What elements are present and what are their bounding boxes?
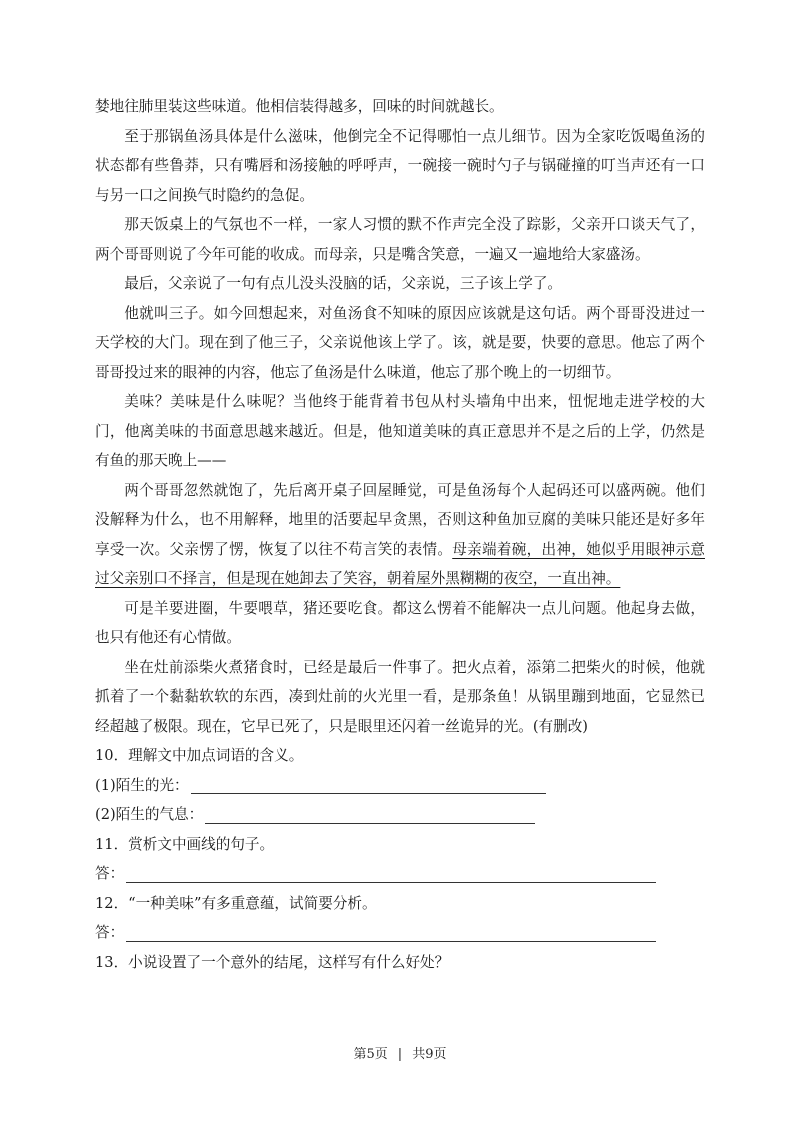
paragraph-7	[95, 476, 705, 594]
question-11: 11．赏析文中画线的句子。	[95, 835, 275, 853]
answer-blank-10-1[interactable]	[191, 775, 546, 794]
answer-label-12: 答：	[95, 924, 125, 941]
document-body	[95, 92, 705, 977]
paragraph-2: 至于那锅鱼汤具体是什么滋味，他倒完全不记得哪怕一点儿细节。因为全家吃饭喝鱼汤的状态都有些鲁莽，只有嘴唇和汤接触的呼呼声，一碗接一碗时勺子与锅碰撞的叮当声还有一口与另一口之间换气时隐约的急促。	[95, 127, 705, 204]
paragraph-9: 坐在灶前添柴火煮猪食时，已经是最后一件事了。把火点着，添第二把柴火的时候，他就抓着了一个黏黏软软的东西，凑到灶前的火光里一看，是那条鱼！从锅里蹦到地面，它显然已经超越了极限。现在，它早已死了，只是眼里还闪着一丝诡异的光。(有删改)	[95, 658, 705, 735]
paragraph-3: 那天饭桌上的气氛也不一样，一家人习惯的默不作声完全没了踪影，父亲开口谈天气了，两个哥哥则说了今年可能的收成。而母亲，只是嘴含笑意，一遍又一遍地给大家盛汤。	[95, 216, 705, 263]
question-12: 12．“一种美味”有多重意蕴，试简要分析。	[95, 894, 377, 912]
answer-blank-10-2[interactable]	[205, 805, 535, 824]
paragraph-1: 婪地往肺里装这些味道。他相信装得越多，回味的时间就越长。	[95, 98, 504, 115]
question-10-1-label: (1)陌生的光：	[95, 776, 189, 794]
answer-label-11: 答：	[95, 865, 125, 882]
paragraph-8: 可是羊要进圈，牛要喂草，猪还要吃食。都这么愣着不能解决一点儿问题。他起身去做，也只有他还有心情做。	[95, 599, 705, 646]
question-10-1-row	[95, 771, 705, 801]
question-10: 10．理解文中加点词语的含义。	[95, 747, 304, 764]
paragraph-5: 他就叫三子。如今回想起来，对鱼汤食不知味的原因应该就是这句话。两个哥哥没进过一天学校的大门。现在到了他三子，父亲说他该上学了。该，就是要，快要的意思。他忘了两个哥哥投过来的眼神的内容，他忘了鱼汤是什么味道，他忘了那个晚上的一切细节。	[95, 304, 705, 381]
page-footer	[0, 1043, 800, 1062]
question-10-2-label: (2)陌生的气息：	[95, 806, 204, 823]
paragraph-6: 美味？美味是什么味呢？当他终于能背着书包从村头墙角中出来，忸怩地走进学校的大门，他离美味的书面意思越来越近。但是，他知道美味的真正意思并不是之后的上学，仍然是有鱼的那天晚上——	[95, 393, 705, 469]
paragraph-4: 最后，父亲说了一句有点儿没头没脑的话，父亲说，三子该上学了。	[124, 275, 563, 292]
question-11-answer-row	[95, 859, 705, 889]
question-12-answer-row	[95, 918, 705, 948]
answer-blank-12[interactable]	[126, 923, 656, 942]
underlined-sentence: 母亲端着碗，出神，她似乎用眼神示意过父亲别口不择言，但是现在她卸去了笑容，朝着屋外黑糊糊的夜空，一直出神。	[95, 540, 705, 587]
question-10-2-row	[95, 800, 705, 830]
question-13: 13．小说设置了一个意外的结尾，这样写有什么好处？	[95, 953, 450, 971]
paragraph-7-text: 两个哥哥忽然就饱了，先后离开桌子回屋睡觉，可是鱼汤每个人起码还可以盛两碗。他们没解释为什么，也不用解释，地里的活要起早贪黑，否则这种鱼加豆腐的美味只能还是好多年享受一次。父亲愣了愣，恢复了以往不苟言笑的表情。	[95, 481, 705, 558]
page-number: 第5页	[353, 1047, 388, 1062]
footer-separator: |	[397, 1047, 403, 1062]
page-total: 共9页	[412, 1047, 447, 1062]
answer-blank-11[interactable]	[126, 864, 656, 883]
